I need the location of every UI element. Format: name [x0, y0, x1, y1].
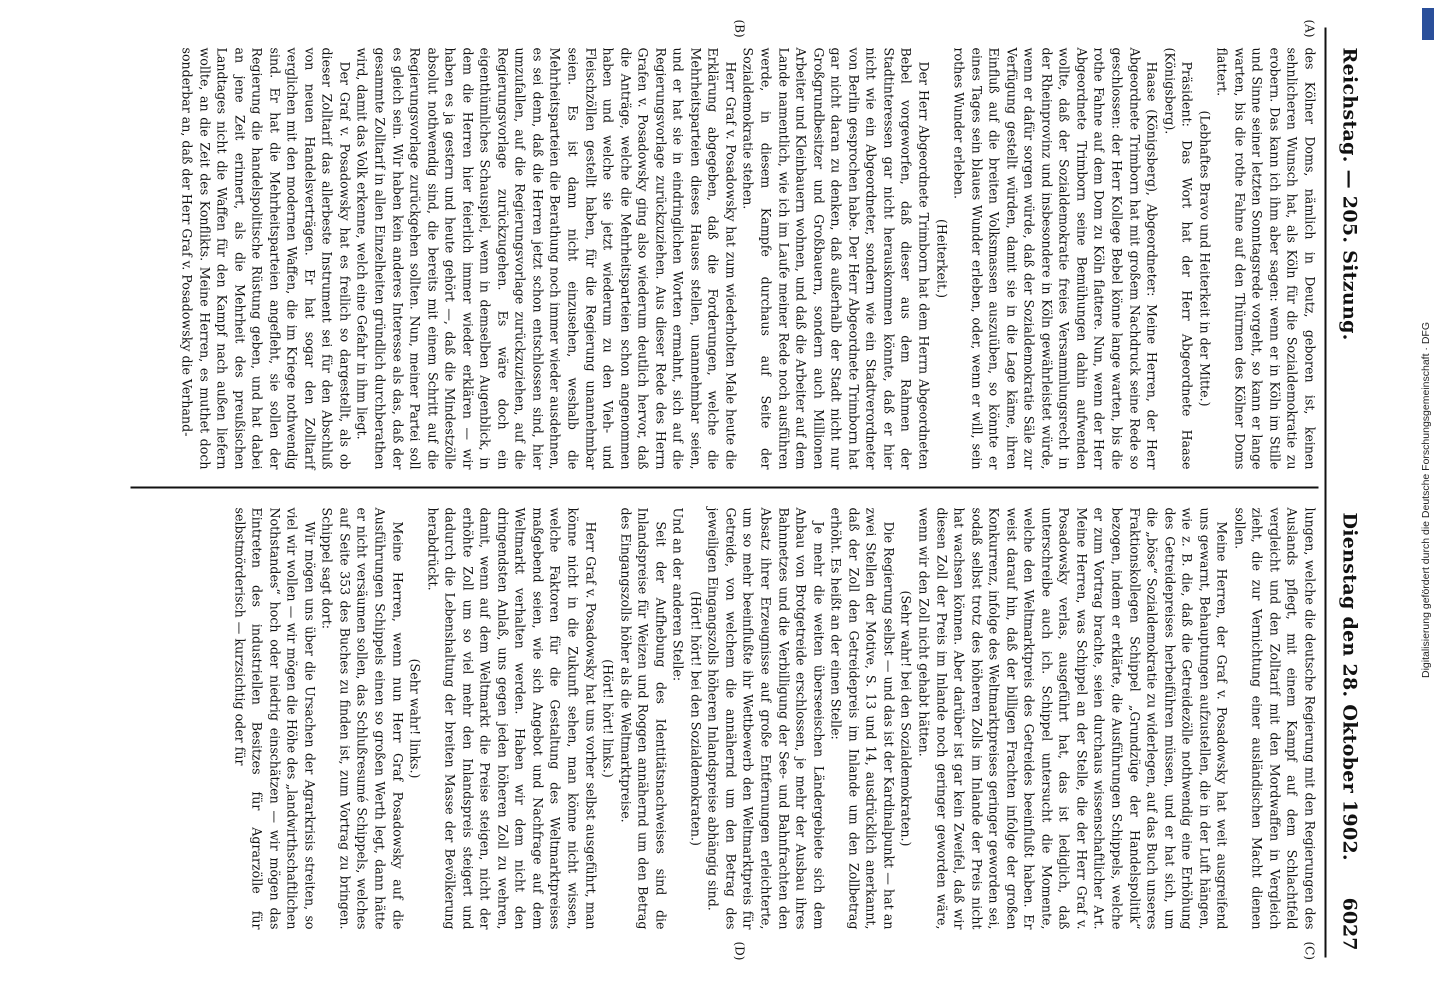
paragraph: Herr Graf v. Posadowsky hat uns vorher selbst ausgeführt, man könne nicht in die Zukunft sehen, man könne nicht wissen, welche Faktoren für die Gestaltung des Weltmarktpreises maßgebend seien, wie sich Angebot und Nachfrage auf dem Weltmarkt verhalten werden. Haben wir dem nicht den dringendsten Anlaß, uns gegen jeden höheren Zoll zu wehren, damit, wenn auf dem Weltmarkt die Preise steigen, nicht der erhöhte Zoll um so viel mehr den Inlandspreis steigert und dadurch die Lebenshaltung der breiten Masse der Bevölkerung herabdrückt.: [424, 507, 598, 929]
paragraph: Haase (Königsberg), Abgeordneter: Meine Herren, der Herr Abgeordnete Trimborn hat mit großem Nachdruck seine Rede so geschlossen: der Herr Kollege Bebel könne lange warten, bis die rothe Fahne auf dem Dom zu Köln flattere. Nun, wenn der Herr Abgeordnete Trimborn seine Bemühungen dahin aufwenden wollte, daß der Sozialdemokratie freies Versammlungsrecht in der Rheinprovinz und insbesondere in Köln gewährleistet würde, wenn er dafür sorgen würde, daß der Sozialdemokratie Säle zur Verfügung gestellt würden, damit sie in die Lage käme, ihren Einfluß auf die breiten Volksmassen auszuüben, so könnte er eines Tages sein blaues Wunder erleben, oder, wenn er will, sein rothes Wunder erleben.: [951, 47, 1160, 469]
interjection: (Sehr wahr! bei den Sozialdemokraten.): [898, 590, 914, 846]
left-column: [177, 47, 1318, 469]
paragraph: des Kölner Doms, nämlich in Deutz, geboren ist, keinen sehnlicheren Wunsch hat, als Köln für die Sozialdemokratie zu erobern. Das kann ich ihm aber sagen: wenn er in Köln im Stille und Sinne seiner letzten Sonntagsrede vorgeht, so kann er lange warten, bis die rothe Fahne auf den Thürmen des Kölner Doms flattert.: [1214, 47, 1317, 469]
right-column: [230, 507, 1318, 929]
paragraph: Und an der anderen Stelle:: [670, 507, 686, 681]
rotated-newspaper-page: [120, 7, 1370, 964]
interjection: (Heiterkeit.): [933, 218, 949, 298]
paragraph: Präsident: Das Wort hat der Herr Abgeordnete Haase (Königsberg).: [1161, 47, 1195, 469]
paragraph: Meine Herren, der Graf v. Posadowsky hat weit ausgreifend uns gewarnt, Behauptungen aufzustellen, die in der Luft hängen, wie z. B. die, daß die Getreidezölle nothwendig eine Erhöhung des Getreidepreises herbeiführen müssen, und er hat sich, um die „böse“ Sozialdemokratie zu widerlegen, auf das Buch unseres Fraktionskollegen Schippel „Grundzüge der Handelspolitik“ bezogen, indem er erklärte, die Ausführungen Schippels, welche er zum Vortrag brachte, seien durchaus wissenschaftlicher Art. Meine Herren, was Schippel an der Stelle, die der Herr Graf v. Posadowsky verlas, ausgeführt hat, das ist lediglich, daß unterschreibe auch ich. Schippel untersucht die Momente, welche den Weltmarktpreis des Getreides beeinflußt haben. Er weist darauf hin, daß der billigen Frachten infolge der großen Konkurrenz, infolge des Weltmarktpreises geringer geworden sei, sodaß selbst trotz des höheren Zolls im Inlande der Preis nicht hat wachsen können. Aber darüber ist gar kein Zweifel, daß wir diesen Zoll der Preis im Inlande noch geringer geworden wäre, wenn wir den Zoll nicht gehabt hätten.: [915, 507, 1230, 929]
digitization-credit: [1418, 10, 1434, 990]
quotation: Je mehr die weiten überseeischen Ländergebiete sich dem Anbau von Brotgetreide erschlossen, je mehr der Ausbau ihres Bahnnetzes und die Verbilligung der See- und Bahnfrachten den Absatz ihrer Erzeugnisse auf große Entfernungen erleichterte, um so mehr beeinflußte ihr Wettbewerb den Weltmarktpreis für Getreide, von welchem die annähernd um den Betrag des jeweiligen Eingangszolls höheren Inlandspreise abhängig sind.: [705, 507, 826, 929]
interjection: (Hört! hört! links.): [600, 658, 616, 778]
column-divider: [130, 486, 1318, 488]
paragraph: Der Graf v. Posadowsky hat es freilich so dargestellt, als ob dieser Zolltarif das allerbeste Instrument sei für den Abschluß von neuen Handelsverträgen. Er hat sogar den Zolltarif verglichen mit den modernen Waffen, die im Kriege nothwendig sind. Er hat die Mehrheitsparteien angefleht, sie sollen der Regierung die handelspolitische Rüstung geben, und hat dabei an jene Zeit erinnert, als die Mehrheit des preußischen Landtages nicht die Waffen für den Kampf nach außen liefern wollte, an die Zeit des Konflikts. Meine Herren, es muthet doch sonderbar an, daß der Herr Graf v. Posadowsky die Verhand-: [179, 47, 352, 469]
paragraph: Die Regierung selbst — und das ist der Kardinalpunkt — hat an zwei Stellen der Motive, S. 13 und 14, ausdrücklich anerkannt, daß der Zoll den Getreidepreis im Inlande um den Zollbetrag erhöht. Es heißt an der einen Stelle:: [828, 507, 896, 929]
interjection: (Sehr wahr! links.): [407, 658, 423, 778]
interjection: (Lebhaftes Bravo und Heiterkeit in der Mitte.): [1196, 109, 1212, 407]
page-number: 6027: [1338, 897, 1360, 950]
header-rule: [1324, 27, 1326, 957]
page-header: [1326, 7, 1370, 964]
margin-marker-d: (D): [732, 941, 746, 960]
paragraph: Der Herr Abgeordnete Trimborn hat dem Herrn Abgeordneten Bebel vorgeworfen, daß dieser aus dem Rahmen der Stadtinteressen gar nicht herauskommen könnte, daß er hier nicht wie ein Abgeordneter, sondern wie ein Stadtverordneter von Berlin gesprochen habe. Der Herr Abgeordnete Trimborn hat gar nicht daran zu denken, daß außerhalb der Stadt nicht nur Großgrundbesitzer und Großbauern, sondern auch Millionen Arbeiter und Kleinbauern wohnen, und daß die Arbeiter auf dem Lande namentlich, wie ich im Laufe meiner Rede noch ausführen werde, in diesem Kampfe durchaus auf Seite der Sozialdemokratie stehen.: [740, 47, 931, 469]
paragraph: Herr Graf v. Posadowsky hat zum wiederholten Male heute die Erklärung abgegeben, daß die Forderungen, welche die Mehrheitsparteien dieses Hauses stellen, unannehmbar seien, und er hat sie in eindringlichen Worten ermahnt, sich auf die Regierungsvorlage zurückzuziehen. Aus dieser Rede des Herrn Grafen v. Posadowsky ging also wiederum deutlich hervor, daß die Anträge, welche die Mehrheitsparteien schon angenommen haben und welche sie jetzt wiederum zu den Vieh- und Fleischzöllen gestellt haben, für die Regierung unannehmbar seien. Es ist dann nicht einzusehen, weshalb die Mehrheitsparteien die Berathung noch immer wieder ausdehnen, es sei denn, daß die Herren jetzt schon entschlossen sind, hier umzufallen, auf die Regierungsvorlage zurückzuziehen, auf die Regierungsvorlage zurückzugehen. Es wäre doch ein eigenthümliches Schauspiel, wenn in demselben Augenblick, in dem die Herren hier feierlich immer wieder erklären — wir haben es ja gestern und heute gehört —, daß die Mindestzölle absolut nothwendig sind, die bereits mit einem Schritt auf die Regierungsvorlage zurückgehen sollten. Nun, meiner Partei soll es gleich sein. Wir haben kein anderes Interesse als das, daß der gesammte Zolltarif in allen Einzelheiten gründlich durchberathen wird, damit das Volk erkenne, welch eine Gefahr in ihm liegt.: [354, 47, 738, 469]
margin-marker-a: (A): [1302, 19, 1316, 38]
header-right: Dienstag den 28. Oktober 1902.: [1338, 512, 1360, 861]
paragraph: Meine Herren, wenn nun Herr Graf Posadowsky auf die Ausführungen Schippels einen so großen Werth legt, dann hätte er nicht versäumen sollen, das Schlußresumé Schippels, welches auf Seite 353 des Buches zu finden ist, zum Vortrag zu bringen. Schippel sagt dort:: [319, 507, 405, 929]
interjection: (Hört! hört! bei den Sozialdemokraten.): [687, 590, 703, 846]
quotation: Wir mögen uns über die Ursachen der Agrarkrisis streiten, so viel wir wollen — wir mögen die Höhe des „landwirthschaftlichen Nothstandes“ hoch oder niedrig einschätzen — wir mögen das Eintreten des industriellen Besitzes für Agrarzölle für selbstmörderisch — kurzsichtig oder für: [231, 507, 317, 929]
header-left: Reichstag. — 205. Sitzung.: [1338, 47, 1360, 341]
digitization-credit-text: Digitalisierung gefördert durch die Deutsche Forschungsgemeinschaft · DFG: [1420, 322, 1432, 679]
margin-marker-b: (B): [732, 19, 746, 38]
quotation: Seit der Aufhebung des Identitätsnachweises sind die Inlandspreise für Weizen und Roggen annähernd um den Betrag des Eingangszolls höher als die Weltmarktpreise.: [617, 507, 668, 929]
margin-marker-c: (C): [1302, 941, 1316, 960]
paragraph: lungen, welche die deutsche Regierung mit den Regierungen des Auslands pflegt, mit einem Kampf auf dem Schlachtfeld vergleicht und den Zolltarif mit den Mordwaffen in Vergleich zieht, die zur Vernichtung einer ausländischen Macht dienen sollen.: [1231, 507, 1317, 929]
